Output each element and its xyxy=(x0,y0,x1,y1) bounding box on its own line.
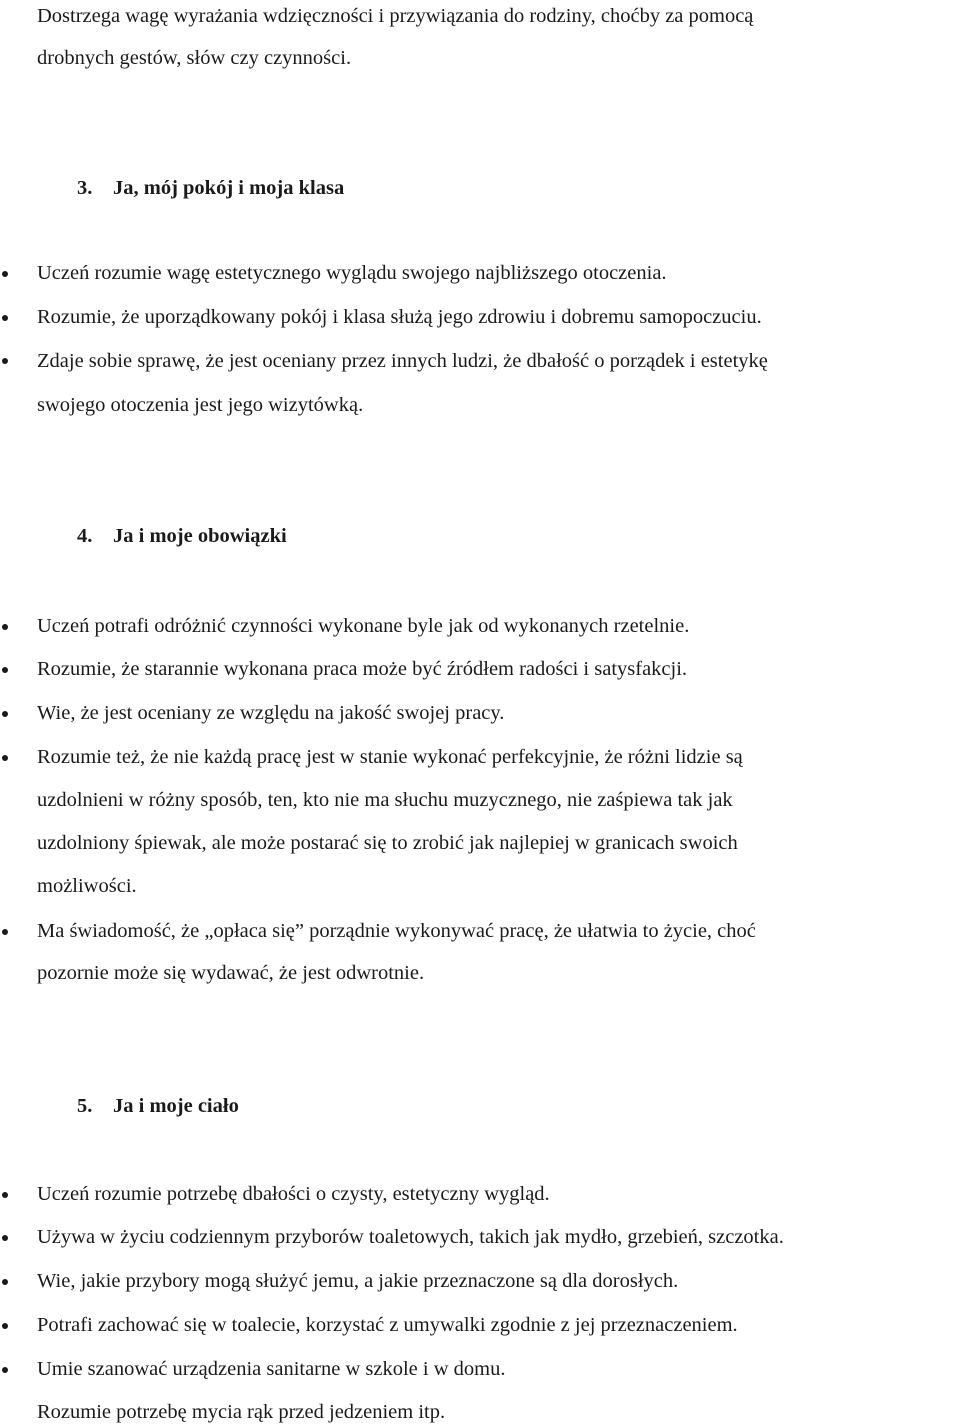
bullet-icon xyxy=(2,271,8,277)
bullet-icon xyxy=(2,1192,8,1198)
bullet-icon xyxy=(2,667,8,673)
bullet-icon xyxy=(2,929,8,935)
list-item: Wie, że jest oceniany ze względu na jakość swojej pracy. xyxy=(37,702,505,724)
list-item-continuation: pozornie może się wydawać, że jest odwrotnie. xyxy=(37,962,425,984)
section-3-number: 3. xyxy=(77,177,93,199)
list-item-continuation: uzdolniony śpiewak, ale może postarać się to zrobić jak najlepiej w granicach swoich xyxy=(37,832,738,854)
section-4-title: Ja i moje obowiązki xyxy=(113,525,287,547)
list-item: Używa w życiu codziennym przyborów toaletowych, takich jak mydło, grzebień, szczotka. xyxy=(37,1226,784,1248)
bullet-icon xyxy=(2,358,8,364)
list-item: Umie szanować urządzenia sanitarne w szkole i w domu. xyxy=(37,1358,506,1380)
section-5-number: 5. xyxy=(77,1095,93,1117)
list-item: Uczeń potrafi odróżnić czynności wykonane byle jak od wykonanych rzetelnie. xyxy=(37,615,690,637)
section-3-title: Ja, mój pokój i moja klasa xyxy=(113,177,345,199)
section-5-title: Ja i moje ciało xyxy=(113,1095,239,1117)
list-item-continuation: możliwości. xyxy=(37,875,137,897)
list-item: Rozumie potrzebę mycia rąk przed jedzeniem itp. xyxy=(37,1401,446,1423)
bullet-icon xyxy=(2,755,8,761)
list-item: Rozumie, że uporządkowany pokój i klasa służą jego zdrowiu i dobremu samopoczuciu. xyxy=(37,306,762,328)
list-item-continuation: uzdolnieni w różny sposób, ten, kto nie ma słuchu muzycznego, nie zaśpiewa tak jak xyxy=(37,789,733,811)
bullet-icon xyxy=(2,1323,8,1329)
bullet-icon xyxy=(2,315,8,321)
bullet-icon xyxy=(2,1235,8,1241)
bullet-icon xyxy=(2,624,8,630)
section-4-number: 4. xyxy=(77,525,93,547)
list-item: Potrafi zachować się w toalecie, korzystać z umywalki zgodnie z jej przeznaczeniem. xyxy=(37,1314,738,1336)
bullet-icon xyxy=(2,1367,8,1373)
intro-line-2: drobnych gestów, słów czy czynności. xyxy=(37,47,352,69)
list-item: Ma świadomość, że „opłaca się” porządnie wykonywać pracę, że ułatwia to życie, choć xyxy=(37,920,756,942)
intro-line-1: Dostrzega wagę wyrażania wdzięczności i przywiązania do rodziny, choćby za pomocą xyxy=(37,5,754,27)
list-item: Uczeń rozumie wagę estetycznego wyglądu swojego najbliższego otoczenia. xyxy=(37,262,667,284)
bullet-icon xyxy=(2,711,8,717)
list-item: Rozumie, że starannie wykonana praca może być źródłem radości i satysfakcji. xyxy=(37,658,688,680)
bullet-icon xyxy=(2,1279,8,1285)
list-item-continuation: swojego otoczenia jest jego wizytówką. xyxy=(37,394,364,416)
list-item: Uczeń rozumie potrzebę dbałości o czysty, estetyczny wygląd. xyxy=(37,1183,550,1205)
list-item: Wie, jakie przybory mogą służyć jemu, a jakie przeznaczone są dla dorosłych. xyxy=(37,1270,679,1292)
list-item: Zdaje sobie sprawę, że jest oceniany przez innych ludzi, że dbałość o porządek i estetykę xyxy=(37,350,768,372)
list-item: Rozumie też, że nie każdą pracę jest w stanie wykonać perfekcyjnie, że różni lidzie są xyxy=(37,746,743,768)
